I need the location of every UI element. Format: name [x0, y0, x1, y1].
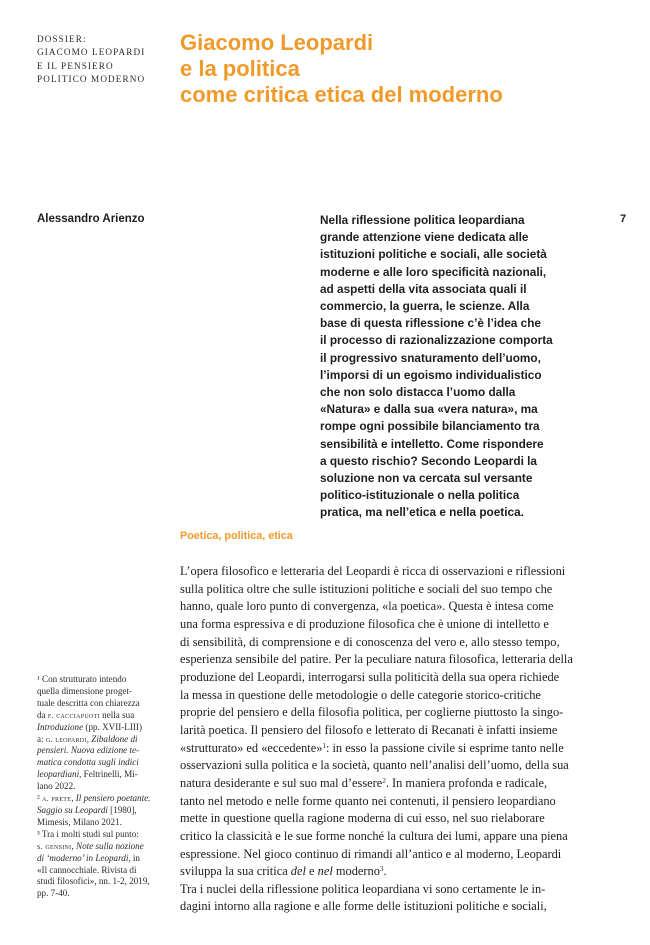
footnote-line — [37, 853, 172, 865]
footnote-italic: leopardiani — [37, 769, 80, 780]
abstract-line: il processo di razionalizzazione comporta — [320, 333, 553, 348]
footnote-line: matica condotta sugli indici — [37, 757, 139, 768]
footnote-span: , Feltrinelli, Mi- — [79, 769, 138, 780]
body-line: critico la classicità e le sue forme nonché la cultura dei lumi, appare una piena — [180, 828, 568, 843]
abstract-line: l’imporsi di un egoismo individualistico — [320, 367, 542, 382]
abstract-line: istituzioni politiche e sociali, alle società — [320, 247, 547, 262]
footnote-author: a. prete — [42, 794, 72, 804]
footnote-italic: di ‘moderno’ in Leopardi — [37, 852, 129, 863]
page-number: 7 — [620, 213, 627, 225]
body-text-span: moderno — [332, 864, 380, 879]
body-line: produzione del Leopardi, interrogarsi sulla politicità della sua opera richiede — [180, 669, 560, 684]
footnote-span: da — [37, 709, 48, 720]
footnote-author: g. leopardi — [45, 734, 87, 744]
body-text-span: . — [383, 864, 387, 879]
abstract-line: base di questa riflessione c’è l’idea che — [320, 316, 541, 331]
body-text-span: . In maniera profonda e radicale, — [385, 775, 548, 790]
body-italic-span: nel — [317, 864, 333, 879]
footnote-ref: 3 — [379, 865, 384, 874]
footnotes — [37, 674, 172, 900]
body-text-span: : in esso la passione civile si esprime tanto nelle — [325, 740, 564, 755]
footnote-line: ¹ Con strutturato intendo — [37, 674, 127, 684]
abstract-line: ad aspetti della vita associata quali il — [320, 281, 527, 296]
body-line: proprie del pensiero e della filosofia politica, per coglierne piuttosto la singo- — [180, 705, 564, 720]
footnote-line — [37, 793, 172, 805]
footnote-italic: Saggio su Leopardi — [37, 804, 108, 815]
footnote-italic: Introduzione — [37, 721, 84, 732]
footnote-line: tuale descritta con chiarezza — [37, 697, 140, 708]
body-line: larità poetica. Il pensiero del filosofo e letterato di Recanati è infatti insieme — [180, 722, 558, 737]
footnote-line: «Il cannocchiale. Rivista di — [37, 864, 137, 875]
body-line — [180, 863, 620, 881]
body-line: Tra i nuclei della riflessione politica leopardiana vi sono certamente le in- — [180, 881, 546, 896]
dossier-kicker — [37, 33, 172, 86]
body-line — [180, 775, 620, 793]
kicker-line: E IL PENSIERO — [37, 60, 114, 71]
footnote-span: a: — [37, 733, 46, 744]
abstract-line: che non solo distacca l’uomo dalla — [320, 385, 516, 400]
footnote-line: quella dimensione proget- — [37, 685, 132, 696]
abstract-line: soluzione non va cercata sul versante — [320, 471, 533, 486]
body-text-span: «strutturato» ed «eccedente» — [180, 740, 323, 755]
footnote-ref: 1 — [322, 741, 326, 750]
body-text-span: sviluppa la sua critica — [180, 864, 291, 879]
title-line: e la politica — [180, 56, 300, 81]
footnote-italic: Il pensiero poetante. — [75, 793, 151, 804]
footnote-span: , — [71, 793, 76, 804]
body-line: la messa in questione delle metodologie o delle categorie storico-critiche — [180, 687, 541, 702]
footnote-line: pensieri. Nuova edizione te- — [37, 745, 140, 756]
title-line: come critica etica del moderno — [180, 82, 503, 107]
abstract-line: sensibilità e intelletto. Come rispondere — [320, 436, 544, 451]
kicker-line: GIACOMO LEOPARDI — [37, 47, 146, 58]
kicker-line: POLITICO MODERNO — [37, 73, 146, 84]
footnote-span: ² — [37, 793, 42, 804]
footnote-span: , — [71, 840, 77, 851]
footnote-line — [37, 734, 172, 746]
kicker-line: DOSSIER: — [37, 34, 87, 44]
abstract-line: «Natura» e dalla sua «vera natura», ma — [320, 402, 538, 417]
footnote-author: f. cacciapuoti — [47, 710, 100, 720]
article-title — [180, 30, 620, 108]
footnote-line — [37, 769, 172, 781]
title-line: Giacomo Leopardi — [180, 30, 374, 55]
body-line: sulla politica oltre che sulle istituzioni politiche e sociali del suo tempo che — [180, 581, 553, 596]
abstract-line: a questo rischio? Secondo Leopardi la — [320, 453, 537, 468]
footnote-span: , — [86, 733, 92, 744]
footnote-span: (pp. XVII-LIII) — [83, 721, 142, 732]
footnote-span: [1980], — [107, 804, 137, 815]
footnote-line: Mimesis, Milano 2021. — [37, 816, 122, 827]
body-line: dagini intorno alla ragione e alle forme delle istituzioni politiche e sociali, — [180, 899, 547, 914]
footnote-line: ³ Tra i molti studi sul punto: — [37, 828, 139, 839]
abstract-line: pratica, ma nell’etica e nella poetica. — [320, 505, 524, 520]
footnote-line — [37, 722, 172, 734]
section-heading: Poetica, politica, etica — [180, 530, 293, 542]
body-line: tanto nel metodo e nelle forme quanto nei contenuti, il pensiero leopardiano — [180, 793, 556, 808]
abstract-line: politico-istituzionale o nella politica — [320, 488, 520, 503]
body-line: L’opera filosofico e letteraria del Leopardi è ricca di osservazioni e riflessioni — [180, 564, 566, 578]
body-italic-span: del — [290, 864, 306, 879]
body-line: esperienza sensibile del patire. Per la peculiare natura filosofica, letteraria della — [180, 652, 573, 667]
footnote-line: studi filosofici», nn. 1-2, 2019, — [37, 876, 150, 887]
footnote-ref: 2 — [382, 776, 386, 785]
abstract-line: grande attenzione viene dedicata alle — [320, 230, 529, 245]
footnote-span: , in — [128, 852, 140, 863]
footnote-line — [37, 710, 172, 722]
author-name: Alessandro Arienzo — [37, 213, 145, 225]
footnote-span: nella sua — [99, 709, 135, 720]
body-line: di sensibilità, di comprensione e di conoscenza del vero e, allo stesso tempo, — [180, 634, 560, 649]
footnote-italic: Zibaldone di — [91, 733, 138, 744]
body-line — [180, 740, 620, 758]
abstract — [320, 212, 600, 522]
abstract-line: rompe ogni possibile bilanciamento tra — [320, 419, 540, 434]
abstract-line: il progressivo snaturamento dell’uomo, — [320, 350, 541, 365]
body-line: osservazioni sulla politica e la società, quanto nell’analisi dell’uomo, della sua — [180, 758, 569, 773]
footnote-italic: Note sulla nozione — [76, 840, 144, 851]
body-text-span: e — [305, 864, 318, 879]
body-line: hanno, quale loro punto di convergenza, «la poetica». Questa è intesa come — [180, 599, 554, 614]
body-line: mette in questione quella ragione moderna di cui esso, nel suo rielaborare — [180, 811, 545, 826]
footnote-line — [37, 805, 172, 817]
footnote-line: lano 2022. — [37, 781, 76, 792]
footnote-line — [37, 841, 172, 853]
body-text-span: natura desiderante e sul suo mal d’essere — [180, 775, 383, 790]
abstract-line: moderne e alle loro specificità nazionali, — [320, 264, 547, 279]
abstract-line: commercio, la guerra, le scienze. Alla — [320, 299, 530, 314]
body-line: espressione. Nel gioco continuo di rimandi all’antico e al moderno, Leopardi — [180, 846, 562, 861]
abstract-line: Nella riflessione politica leopardiana — [320, 213, 525, 227]
footnote-line: pp. 7-40. — [37, 888, 70, 899]
body-text — [180, 563, 620, 916]
footnote-author: s. gensini — [37, 841, 72, 851]
body-line: una forma espressiva e di produzione filosofica che è unione di intelletto e — [180, 616, 549, 631]
